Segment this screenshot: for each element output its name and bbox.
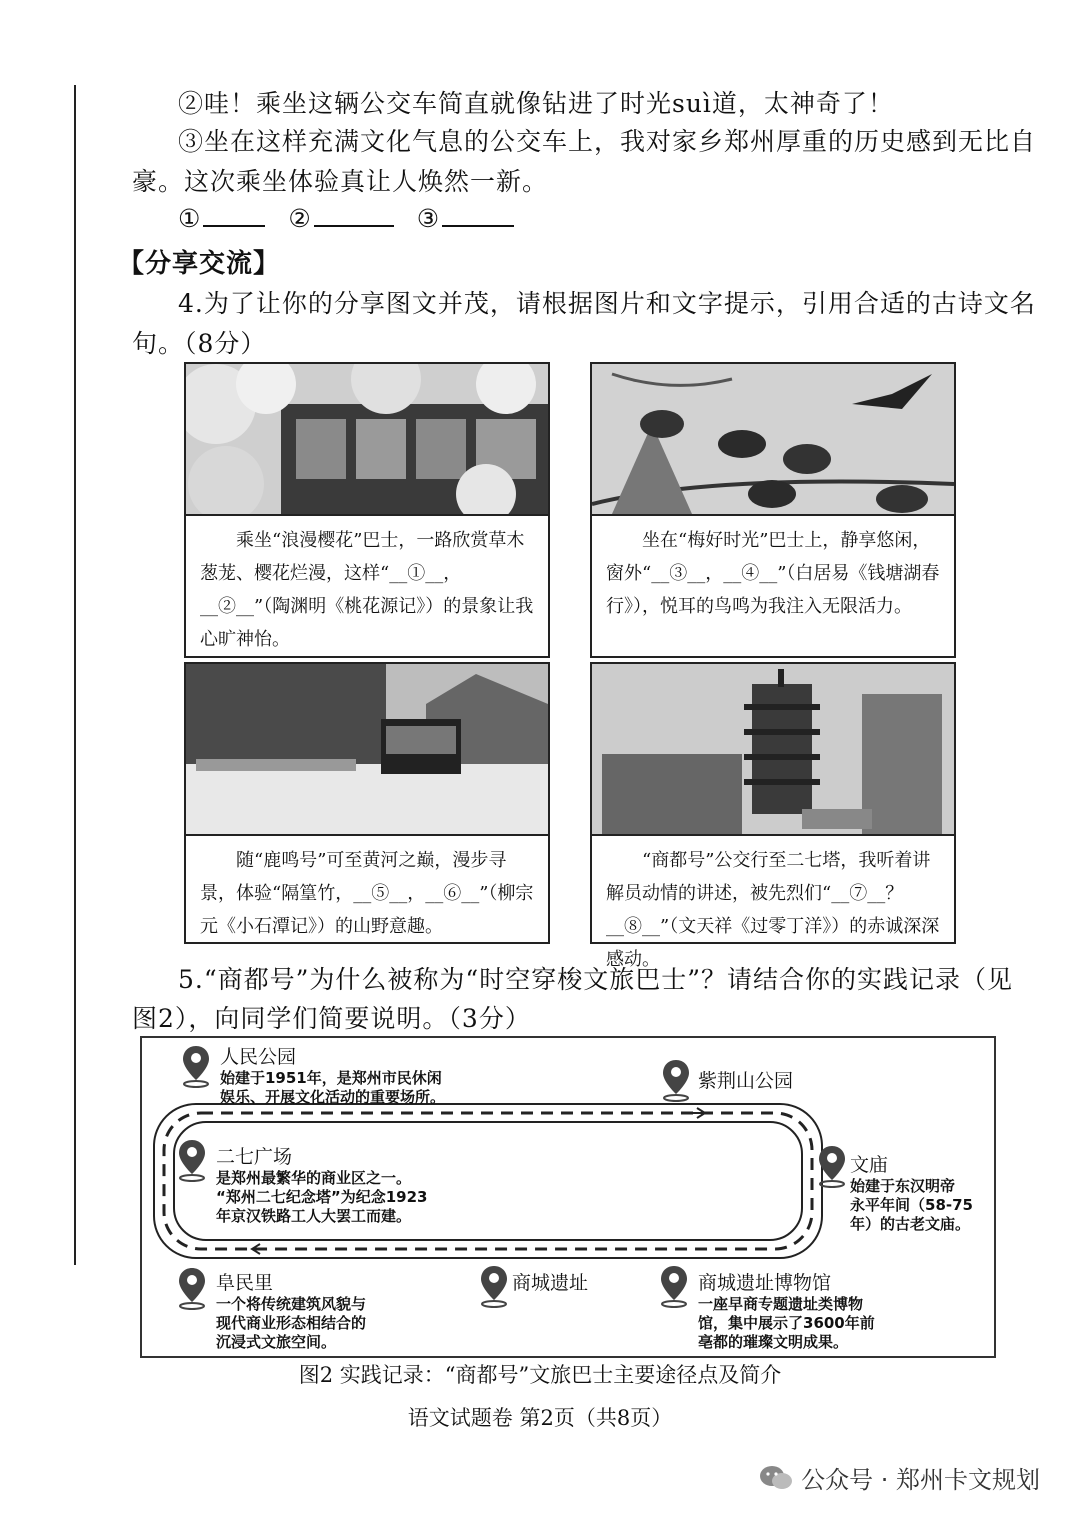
panel-erqi-tower [590,662,956,970]
binding-line [74,85,76,1265]
stop-erqi-square [216,1142,427,1226]
location-pin-icon [180,1044,212,1088]
q3-answer-blanks [178,203,528,233]
answer-blank-2[interactable] [314,203,394,227]
stop-desc: 是郑州最繁华的商业区之一。 “郑州二七纪念塔”为纪念1923 年京汉铁路工人大罢工而建。 [216,1169,428,1225]
stop-desc: 始建于1951年，是郑州市民休闲 娱乐、开展文化活动的重要场所。 [220,1069,446,1106]
panel-luming-bus [184,662,550,944]
stop-name: 二七广场 [216,1146,293,1168]
answer-blank-3[interactable] [442,203,514,227]
answer-blank-1[interactable] [203,203,265,227]
stop-desc: 始建于东汉明帝 永平年间（58-75 年）的古老文庙。 [850,1177,973,1233]
location-pin-icon [660,1058,692,1102]
q5-prompt-line2: 图2），向同学们简要说明。（3分） [132,1004,531,1033]
stop-name: 紫荆山公园 [698,1070,794,1092]
panel-caption: 乘坐“浪漫樱花”巴士，一路欣赏草木葱茏、樱花烂漫，这样“__①__，__②__”（陶渊明《桃花源记》）的景象让我心旷神怡。 [200,530,534,650]
stop-name: 文庙 [850,1154,889,1176]
location-pin-icon [658,1264,690,1308]
watermark-text: 公众号 · 郑州卡文规划 [801,1466,1040,1494]
stop-name: 阜民里 [216,1272,274,1294]
panel-sakura-bus [184,362,550,658]
stop-shangcheng-museum [698,1268,875,1352]
stop-shangcheng-site [512,1268,588,1295]
blank-label-1: ① [178,204,202,233]
section-title: 【分享交流】 [118,249,281,279]
stop-zijingshan-park [698,1066,793,1093]
stop-renmin-park [220,1042,445,1107]
watermark [759,1460,1040,1495]
q3-sentence-2: ②哇！乘坐这辆公交车简直就像钻进了时光suì道，太神奇了！ [178,89,894,118]
wechat-icon [759,1464,793,1492]
stop-desc: 一座早商专题遗址类博物 馆，集中展示了3600年前 亳都的璀璨文明成果。 [698,1295,875,1351]
blank-label-3: ③ [416,204,441,233]
page-footer: 语文试题卷 第2页（共8页） [407,1406,673,1430]
panel-caption: 随“鹿鸣号”可至黄河之巅，漫步寻景，体验“隔篁竹，__⑤__，__⑥__”（柳宗元《小石潭记》）的山野意趣。 [200,850,534,937]
stop-name: 商城遗址 [512,1272,589,1294]
stop-fuminli [216,1268,366,1352]
location-pin-icon [816,1144,848,1188]
luming-bus-image [186,664,548,836]
panel-swallows [590,362,956,658]
stop-desc: 一个将传统建筑风貌与 现代商业形态相结合的 沉浸式文旅空间。 [216,1295,367,1351]
q5-prompt-line1: 5.“商都号”为什么被称为“时空穿梭文旅巴士”？请结合你的实践记录（见 [178,965,1013,994]
location-pin-icon [176,1266,208,1310]
q3-sentence-3a: ③坐在这样充满文化气息的公交车上，我对家乡郑州厚重的历史感到无比自 [178,127,1037,156]
swallows-image [592,364,954,516]
figure-caption: 图2 实践记录：“商都号”文旅巴士主要途径点及简介 [298,1363,782,1387]
q3-sentence-3b: 豪。这次乘坐体验真让人焕然一新。 [132,167,549,196]
sakura-bus-image [186,364,548,516]
location-pin-icon [478,1264,510,1308]
erqi-tower-image [592,664,954,836]
blank-label-2: ② [288,204,312,233]
stop-wenmiao [850,1150,973,1234]
panel-caption: 坐在“梅好时光”巴士上，静享悠闲，窗外“__③__，__④__”（白居易《钱塘湖春行》），悦耳的鸟鸣为我注入无限活力。 [606,530,940,617]
location-pin-icon [176,1138,208,1182]
stop-name: 商城遗址博物馆 [698,1272,832,1294]
q4-prompt-line1: 4.为了让你的分享图文并茂，请根据图片和文字提示，引用合适的古诗文名 [178,289,1036,318]
route-map [140,1036,996,1358]
panel-caption: “商都号”公交行至二七塔，我听着讲解员动情的讲述，被先烈们“__⑦__？__⑧__”（文天祥《过零丁洋》）的赤诚深深感动。 [606,850,940,970]
q4-prompt-line2: 句。（8分） [132,329,267,358]
stop-name: 人民公园 [220,1046,297,1068]
